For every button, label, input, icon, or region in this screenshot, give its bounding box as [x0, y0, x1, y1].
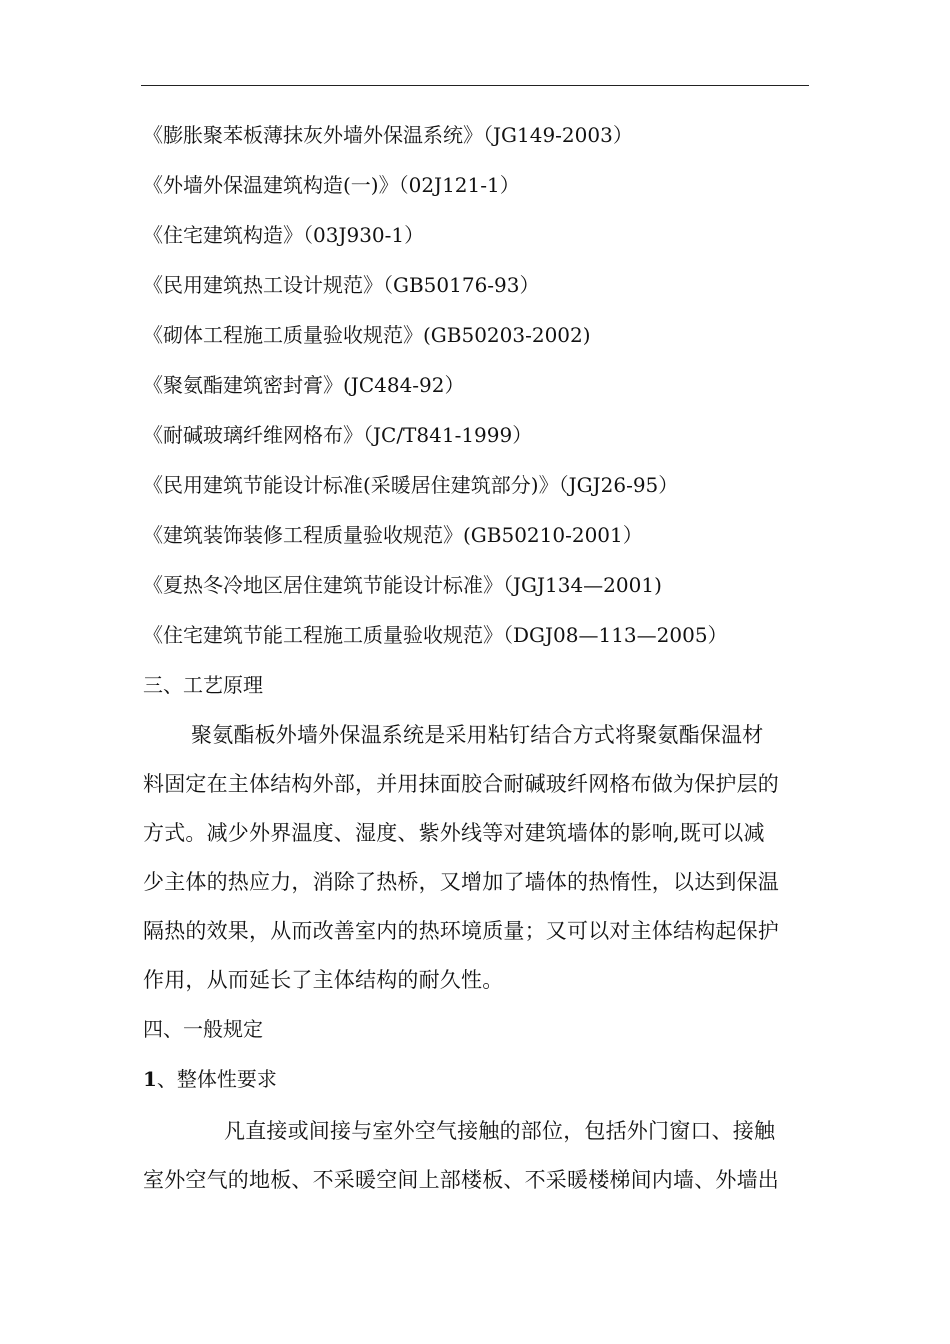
section-heading: 三、工艺原理 [143, 673, 263, 697]
standard-item: 《耐碱玻璃纤维网格布》（JC/T841-1999） [143, 423, 533, 447]
paragraph-line: 隔热的效果，从而改善室内的热环境质量；又可以对主体结构起保护 [143, 919, 779, 943]
paragraph-line: 方式。减少外界温度、湿度、紫外线等对建筑墙体的影响,既可以减 [143, 821, 765, 845]
paragraph-line: 室外空气的地板、不采暖空间上部楼板、不采暖楼梯间内墙、外墙出 [143, 1168, 779, 1192]
standard-item: 《建筑装饰装修工程质量验收规范》(GB50210-2001） [143, 523, 643, 547]
paragraph-line: 少主体的热应力，消除了热桥，又增加了墙体的热惰性，以达到保温 [143, 870, 779, 894]
standard-item: 《住宅建筑节能工程施工质量验收规范》（DGJ08—113—2005） [143, 623, 728, 647]
subsection-title: 、整体性要求 [156, 1067, 277, 1091]
standard-item: 《聚氨酯建筑密封膏》(JC484-92） [143, 373, 465, 397]
standard-item: 《膨胀聚苯板薄抹灰外墙外保温系统》（JG149-2003） [143, 123, 633, 147]
standard-item: 《砌体工程施工质量验收规范》(GB50203-2002) [143, 323, 591, 347]
subsection-number: 1 [143, 1067, 157, 1091]
standard-item: 《民用建筑节能设计标准(采暖居住建筑部分)》（JGJ26-95） [143, 473, 679, 497]
standard-item: 《民用建筑热工设计规范》（GB50176-93） [143, 273, 540, 297]
standard-item: 《外墙外保温建筑构造(一)》（02J121-1） [143, 173, 520, 197]
header-rule [141, 85, 809, 86]
standard-item: 《夏热冬冷地区居住建筑节能设计标准》（JGJ134—2001) [143, 573, 662, 597]
paragraph-line: 凡直接或间接与室外空气接触的部位，包括外门窗口、接触 [224, 1119, 776, 1143]
paragraph-line: 料固定在主体结构外部，并用抹面胶合耐碱玻纤网格布做为保护层的 [143, 772, 779, 796]
paragraph-line: 作用，从而延长了主体结构的耐久性。 [143, 968, 504, 992]
paragraph-line: 聚氨酯板外墙外保温系统是采用粘钉结合方式将聚氨酯保温材 [191, 723, 764, 747]
section-heading: 四、一般规定 [143, 1017, 263, 1041]
subsection-heading [143, 1065, 277, 1093]
standard-item: 《住宅建筑构造》（03J930-1） [143, 223, 425, 247]
